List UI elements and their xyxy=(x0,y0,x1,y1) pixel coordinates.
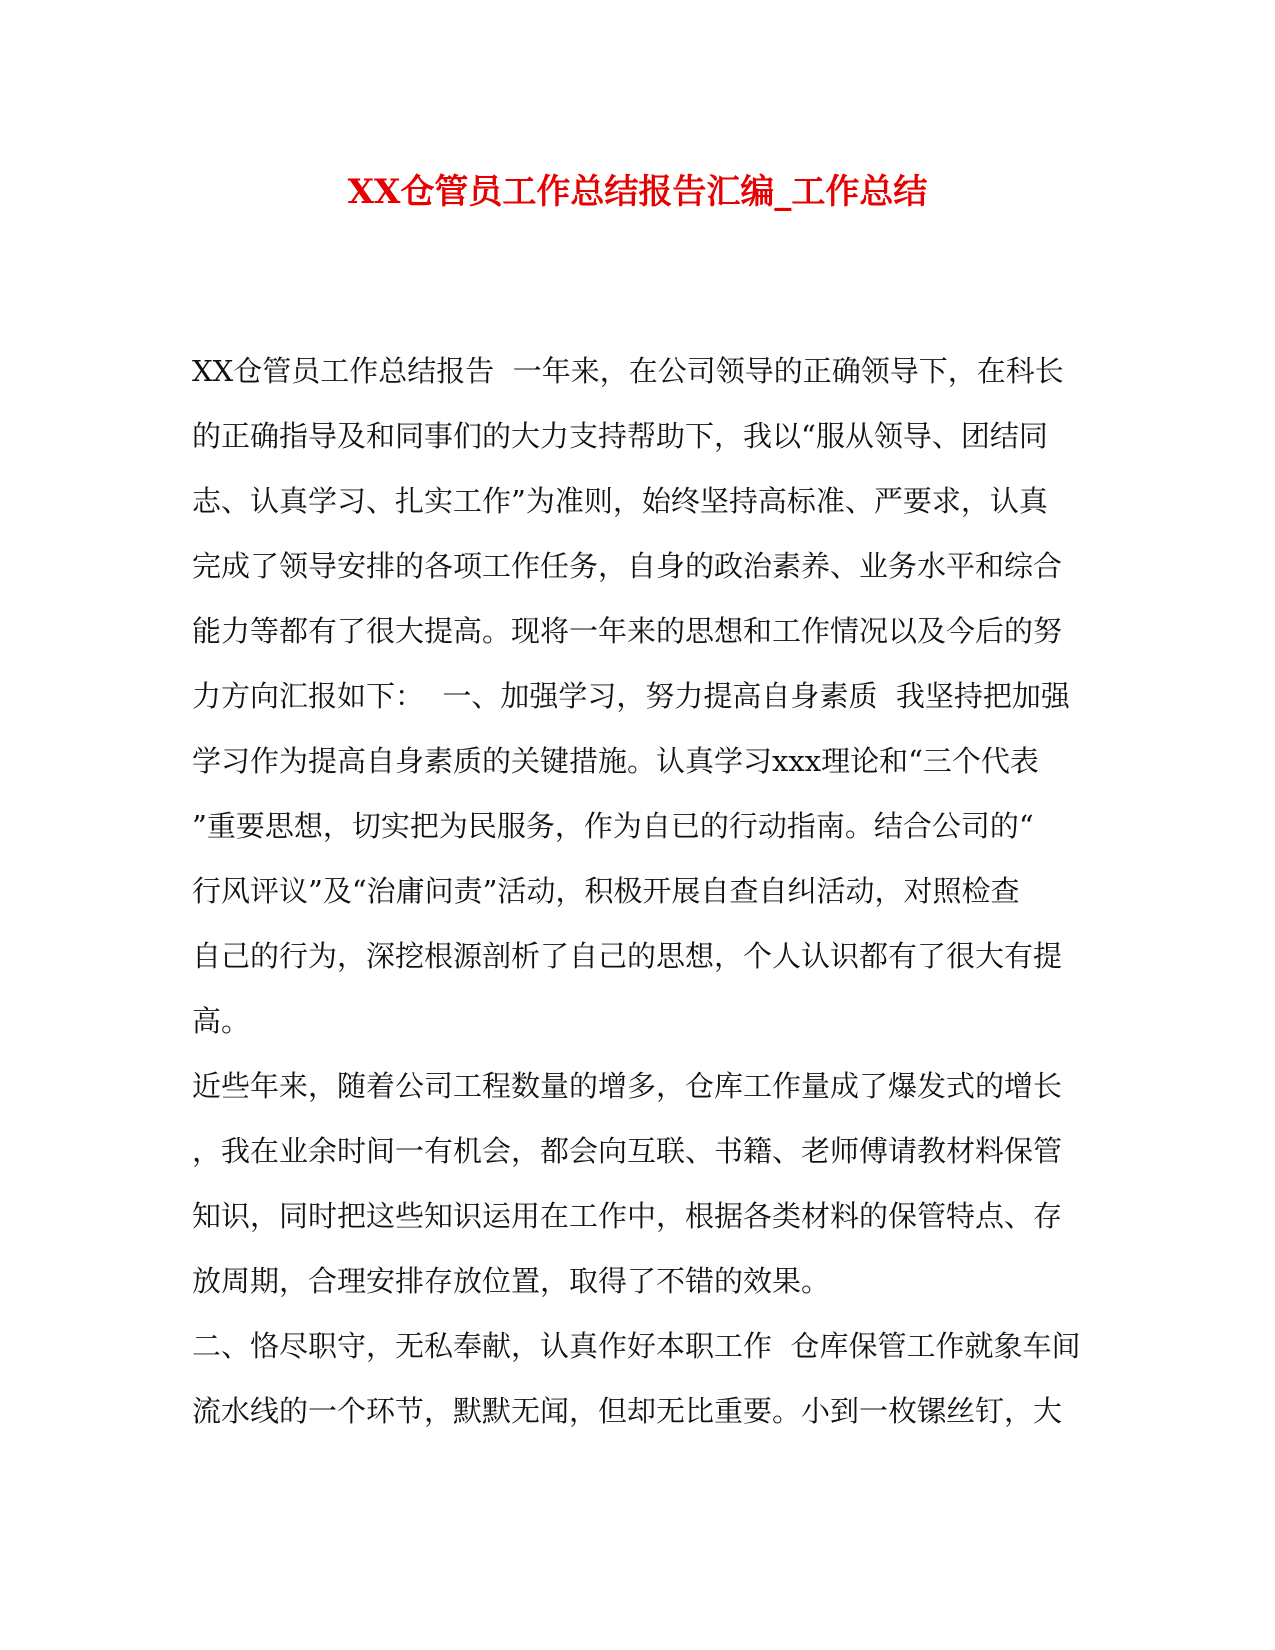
body-line: 自己的行为，深挖根源剖析了自己的思想，个人认识都有了很大有提 xyxy=(192,939,1063,973)
body-line: 能力等都有了很大提高。现将一年来的思想和工作情况以及今后的努 xyxy=(192,614,1063,648)
body-line: 完成了领导安排的各项工作任务，自身的政治素养、业务水平和综合 xyxy=(192,549,1063,583)
body-line: 知识，同时把这些知识运用在工作中，根据各类材料的保管特点、存 xyxy=(192,1199,1063,1233)
body-line: 志、认真学习、扎实工作”为准则，始终坚持高标准、严要求，认真 xyxy=(192,484,1048,518)
body-line: ”重要思想，切实把为民服务，作为自已的行动指南。结合公司的“ xyxy=(192,809,1034,843)
body-line: 流水线的一个环节，默默无闻，但却无比重要。小到一枚镙丝钉，大 xyxy=(192,1394,1063,1428)
document-title: XX仓管员工作总结报告汇编_工作总结 xyxy=(347,172,928,212)
body-line: XX仓管员工作总结报告 一年来，在公司领导的正确领导下，在科长 xyxy=(192,354,1064,388)
body-line: 力方向汇报如下： 一、加强学习，努力提高自身素质 我坚持把加强 xyxy=(192,679,1070,713)
body-line: 近些年来，随着公司工程数量的增多，仓库工作量成了爆发式的增长 xyxy=(192,1069,1063,1103)
body-line: ，我在业余时间一有机会，都会向互联、书籍、老师傅请教材料保管 xyxy=(192,1134,1063,1168)
body-line: 的正确指导及和同事们的大力支持帮助下，我以“服从领导、团结同 xyxy=(192,419,1048,453)
document-body xyxy=(192,351,1092,1456)
body-line: 二、恪尽职守，无私奉献，认真作好本职工作 仓库保管工作就象车间 xyxy=(192,1329,1081,1363)
body-line: 高。 xyxy=(192,1004,251,1038)
body-line: 放周期，合理安排存放位置，取得了不错的效果。 xyxy=(192,1264,831,1298)
body-line: 学习作为提高自身素质的关键措施。认真学习xxx理论和“三个代表 xyxy=(192,744,1039,778)
body-line: 行风评议”及“治庸问责”活动，积极开展自查自纠活动，对照检查 xyxy=(192,874,1020,908)
